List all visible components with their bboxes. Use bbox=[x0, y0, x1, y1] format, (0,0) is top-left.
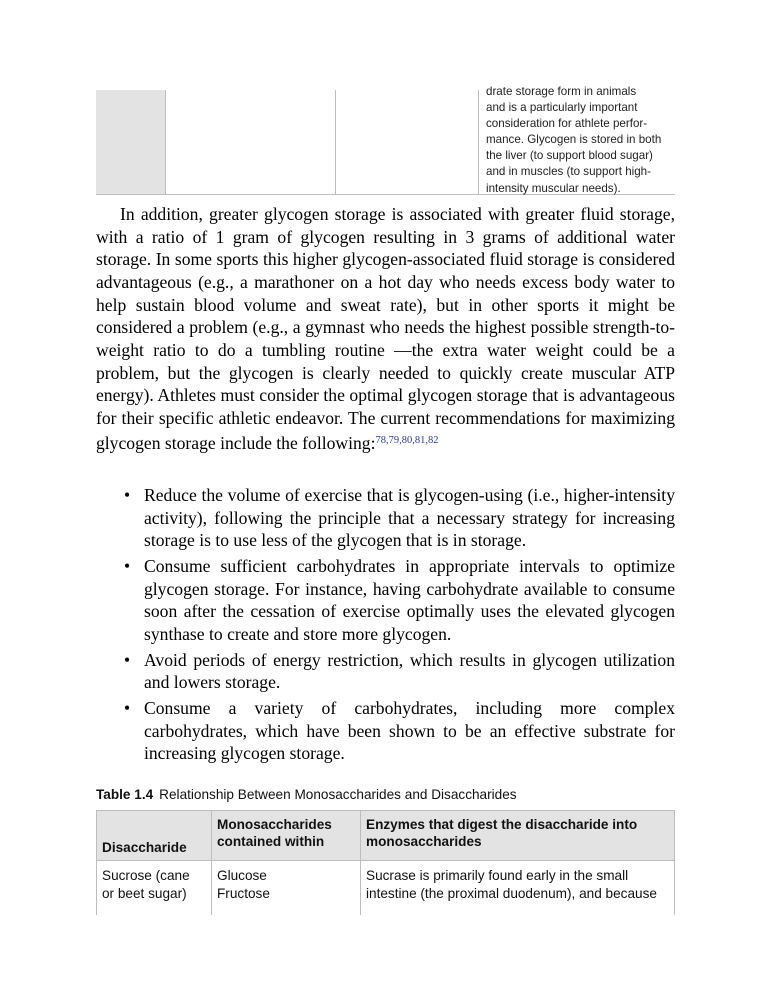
table-label: Table 1.4 bbox=[96, 787, 154, 802]
cell-line: drate storage form in animals bbox=[486, 85, 637, 98]
table-row bbox=[97, 861, 675, 916]
cell-line: and is a particularly important bbox=[486, 101, 638, 115]
body-paragraph bbox=[96, 203, 675, 454]
list-item: • Consume a variety of carbohydrates, including more complex carbohydrates, which have been shown to be an effective substrate for increasing glycogen storage. bbox=[124, 697, 675, 764]
continued-table-row bbox=[96, 85, 675, 195]
recommendations-list bbox=[96, 484, 675, 768]
bullet-icon: • bbox=[124, 697, 131, 718]
continued-cell-text bbox=[486, 84, 675, 197]
cell-line: intensity muscular needs). bbox=[486, 181, 621, 195]
disaccharide-table bbox=[96, 810, 675, 915]
bullet-icon: • bbox=[124, 555, 131, 576]
reference-superscripts[interactable]: 78,79,80,81,82 bbox=[375, 434, 439, 446]
header-enzymes: Enzymes that digest the disaccharide into monosaccharides bbox=[361, 811, 675, 861]
bullet-icon: • bbox=[124, 649, 131, 670]
cell-line: consideration for athlete perfor- bbox=[486, 117, 648, 131]
cell-line: and in muscles (to support high- bbox=[486, 165, 651, 179]
bullet-icon: • bbox=[124, 485, 131, 505]
column-divider bbox=[165, 90, 166, 194]
paragraph-text: In addition, greater glycogen storage is associated with greater fluid storage, with a ratio of 1 gram of glycogen resulting in 3 grams of additional water storage. In some sports this higher glycogen-associated fluid storage is considered advantageous (e.g., a marathoner on a hot day who needs excess body water to help sustain blood volume and sweat rate), but in other sports it might be considered a problem (e.g., a gymnast who needs the highest possible strength-to-weight ratio to do a tumbling routine —the extra water weight could be a problem, but the glycogen is clearly needed to quickly create muscular ATP energy). Athletes must consider the optimal glycogen storage that is advantageous for their specific athletic endeavor. The current recommendations for maximizing glycogen storage include the following: bbox=[96, 204, 675, 453]
cell-enzymes: Sucrase is primarily found early in the small intestine (the proximal duodenum), and because bbox=[361, 861, 675, 916]
table-caption-text: Relationship Between Monosaccharides and Disaccharides bbox=[159, 787, 517, 802]
cell-line: the liver (to support blood sugar) bbox=[486, 149, 653, 163]
cell-disaccharide: Sucrose (cane or beet sugar) bbox=[97, 861, 212, 916]
column-divider bbox=[335, 90, 336, 194]
header-disaccharide: Disaccharide bbox=[97, 811, 212, 861]
column-divider bbox=[478, 90, 479, 194]
shaded-first-cell bbox=[96, 90, 165, 194]
list-item: • Consume sufficient carbohydrates in appropriate intervals to optimize glycogen storage. For instance, having carbohydrate available to consume soon after the cessation of exercise optimally uses the elevated glycogen synthase to create and store more glycogen. bbox=[124, 555, 675, 644]
table-header-row bbox=[97, 811, 675, 861]
list-item: • Avoid periods of energy restriction, which results in glycogen utilization and lowers storage. bbox=[124, 649, 675, 693]
table-caption bbox=[96, 787, 517, 802]
cell-line: mance. Glycogen is stored in both bbox=[486, 133, 662, 147]
cell-monosaccharides: Glucose Fructose bbox=[212, 861, 361, 916]
list-item: • Reduce the volume of exercise that is glycogen-using (i.e., higher-intensity activity), following the principle that a necessary strategy for increasing storage is to use less of the glycogen that is in storage. bbox=[124, 485, 675, 551]
header-monosaccharides: Monosaccharides contained within bbox=[212, 811, 361, 861]
